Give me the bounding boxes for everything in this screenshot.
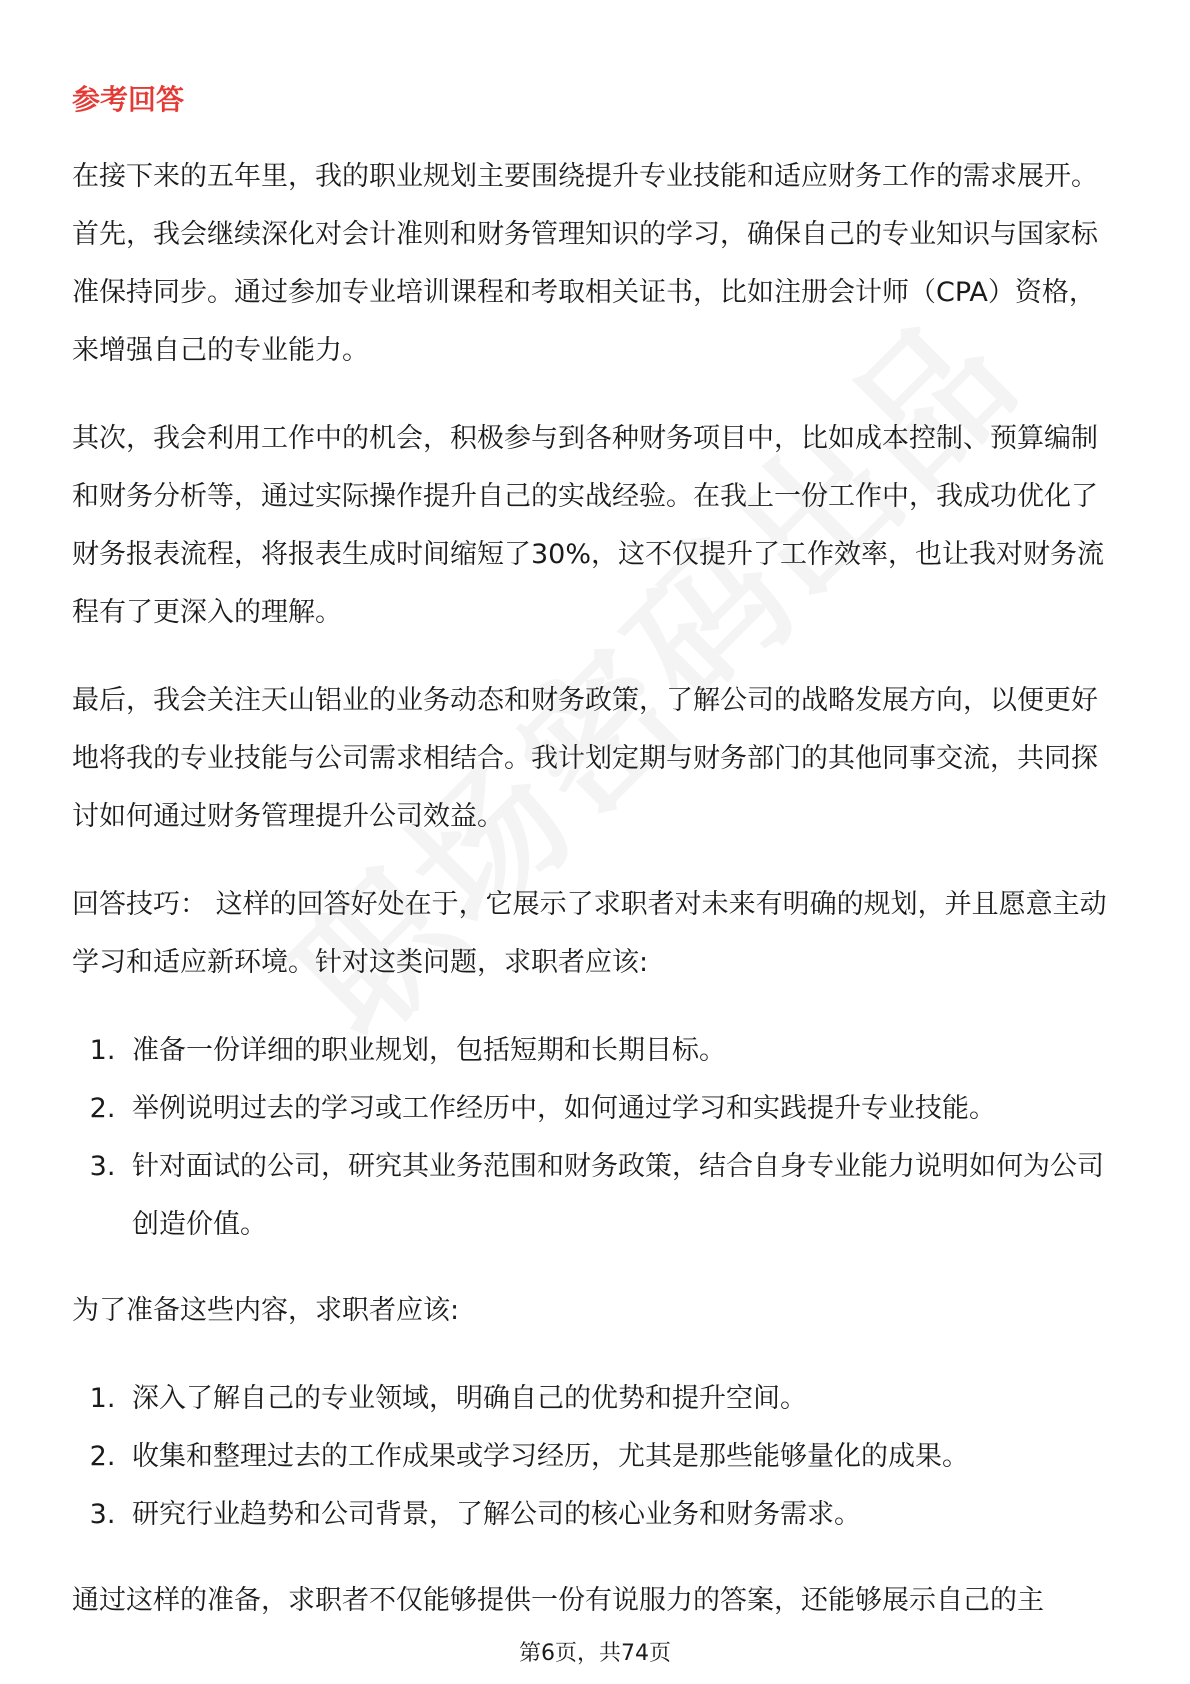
answer-paragraph-1: 在接下来的五年里，我的职业规划主要围绕提升专业技能和适应财务工作的需求展开。首先，我会继续深化对会计准则和财务管理知识的学习，确保自己的专业知识与国家标准保持同步。通过参加专业培训课程和考取相关证书，比如注册会计师（CPA）资格，来增强自己的专业能力。	[72, 161, 1098, 366]
list-item: 3. 研究行业趋势和公司背景，了解公司的核心业务和财务需求。	[124, 1486, 1122, 1544]
answer-paragraph-2: 其次，我会利用工作中的机会，积极参与到各种财务项目中，比如成本控制、预算编制和财务分析等，通过实际操作提升自己的实战经验。在我上一份工作中，我成功优化了财务报表流程，将报表生成时间缩短了30%，这不仅提升了工作效率，也让我对财务流程有了更深入的理解。	[72, 423, 1105, 628]
prep-intro: 为了准备这些内容，求职者应该:	[72, 1295, 460, 1326]
tips-list	[72, 1022, 1122, 1254]
list-item: 1. 准备一份详细的职业规划，包括短期和长期目标。	[124, 1022, 1122, 1080]
page-content	[72, 78, 1122, 1660]
answer-paragraph-3: 最后，我会关注天山铝业的业务动态和财务政策，了解公司的战略发展方向，以便更好地将我的专业技能与公司需求相结合。我计划定期与财务部门的其他同事交流，共同探讨如何通过财务管理提升公司效益。	[72, 685, 1098, 832]
page-number: 第6页，共74页	[519, 1641, 671, 1666]
list-item: 2. 举例说明过去的学习或工作经历中，如何通过学习和实践提升专业技能。	[124, 1080, 1122, 1138]
prep-list	[72, 1370, 1122, 1544]
list-item: 2. 收集和整理过去的工作成果或学习经历，尤其是那些能够量化的成果。	[124, 1428, 1122, 1486]
closing-paragraph: 通过这样的准备，求职者不仅能够提供一份有说服力的答案，还能够展示自己的主	[72, 1585, 1044, 1616]
tips-intro: 回答技巧： 这样的回答好处在于，它展示了求职者对未来有明确的规划，并且愿意主动学习和适应新环境。针对这类问题，求职者应该:	[72, 889, 1107, 978]
list-item: 1. 深入了解自己的专业领域，明确自己的优势和提升空间。	[124, 1370, 1122, 1428]
section-heading: 参考回答	[72, 83, 185, 116]
list-item: 3. 针对面试的公司，研究其业务范围和财务政策，结合自身专业能力说明如何为公司创造价值。	[124, 1138, 1122, 1254]
